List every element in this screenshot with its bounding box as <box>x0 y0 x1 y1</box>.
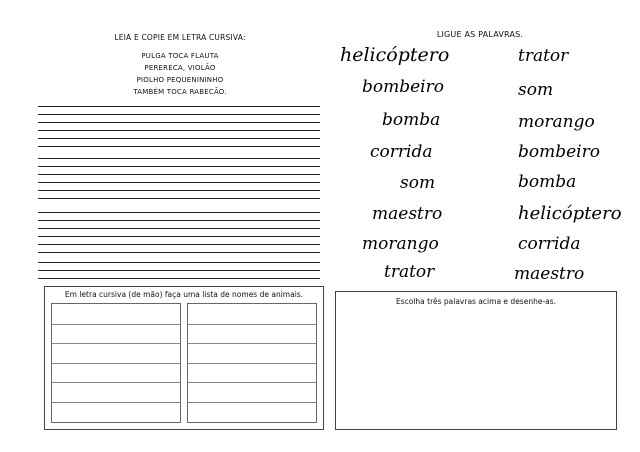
right-word-morango[interactable]: morango <box>518 112 595 132</box>
animals-row-line <box>52 382 180 383</box>
animals-row-line <box>188 343 316 344</box>
match-instruction: LIGUE AS PALAVRAS. <box>436 30 524 39</box>
verse-line-4: TAMBÉM TOCA RABECÃO. <box>133 88 227 96</box>
writing-rule <box>38 182 320 183</box>
writing-rule <box>38 198 320 199</box>
writing-rule <box>38 122 320 123</box>
verse-line-1: PULGA TOCA FLAUTA <box>141 52 219 60</box>
animals-row-line <box>188 382 316 383</box>
animals-instruction: Em letra cursiva (de mão) faça uma lista de nomes de animais. <box>64 290 304 299</box>
right-word-maestro[interactable]: maestro <box>514 264 585 284</box>
left-word-som[interactable]: som <box>400 173 436 193</box>
writing-rule <box>38 220 320 221</box>
writing-rule <box>38 146 320 147</box>
right-word-trator[interactable]: trator <box>518 46 569 66</box>
writing-lines[interactable] <box>38 100 320 280</box>
right-word-bomba[interactable]: bomba <box>518 172 577 192</box>
animals-row-line <box>52 402 180 403</box>
animals-list-box <box>44 286 324 430</box>
writing-rule <box>38 270 320 271</box>
animals-row-line <box>188 363 316 364</box>
writing-rule <box>38 228 320 229</box>
writing-rule <box>38 212 320 213</box>
left-word-trator[interactable]: trator <box>384 262 435 282</box>
animals-column-right[interactable] <box>187 303 317 423</box>
writing-rule <box>38 106 320 107</box>
animals-row-line <box>188 402 316 403</box>
right-word-som[interactable]: som <box>518 80 554 100</box>
writing-rule <box>38 252 320 253</box>
writing-rule <box>38 244 320 245</box>
animals-row-line <box>52 324 180 325</box>
drawing-instruction: Escolha três palavras acima e desenhe-as. <box>395 297 557 306</box>
left-word-maestro[interactable]: maestro <box>372 204 443 224</box>
writing-rule <box>38 114 320 115</box>
verse-line-2: PERERECA, VIOLÃO <box>144 64 216 72</box>
writing-rule <box>38 174 320 175</box>
writing-rule <box>38 166 320 167</box>
writing-rule <box>38 190 320 191</box>
right-word-helicoptero[interactable]: helicóptero <box>518 203 622 224</box>
animals-row-line <box>52 343 180 344</box>
animals-column-left[interactable] <box>51 303 181 423</box>
writing-rule <box>38 262 320 263</box>
animals-row-line <box>52 363 180 364</box>
writing-rule <box>38 278 320 279</box>
writing-rule <box>38 158 320 159</box>
left-word-bomba[interactable]: bomba <box>382 110 441 130</box>
verse-line-3: PIOLHO PEQUENININHO <box>136 76 224 84</box>
animals-row-line <box>188 324 316 325</box>
left-word-corrida[interactable]: corrida <box>370 142 433 162</box>
writing-rule <box>38 138 320 139</box>
copy-instruction: LEIA E COPIE EM LETRA CURSIVA: <box>114 33 246 42</box>
right-word-corrida[interactable]: corrida <box>518 234 581 254</box>
left-word-helicoptero[interactable]: helicóptero <box>340 44 450 66</box>
right-word-bombeiro[interactable]: bombeiro <box>518 142 600 162</box>
left-word-morango[interactable]: morango <box>362 234 439 254</box>
left-word-bombeiro[interactable]: bombeiro <box>362 77 444 97</box>
writing-rule <box>38 130 320 131</box>
writing-rule <box>38 236 320 237</box>
drawing-box[interactable] <box>335 291 617 430</box>
